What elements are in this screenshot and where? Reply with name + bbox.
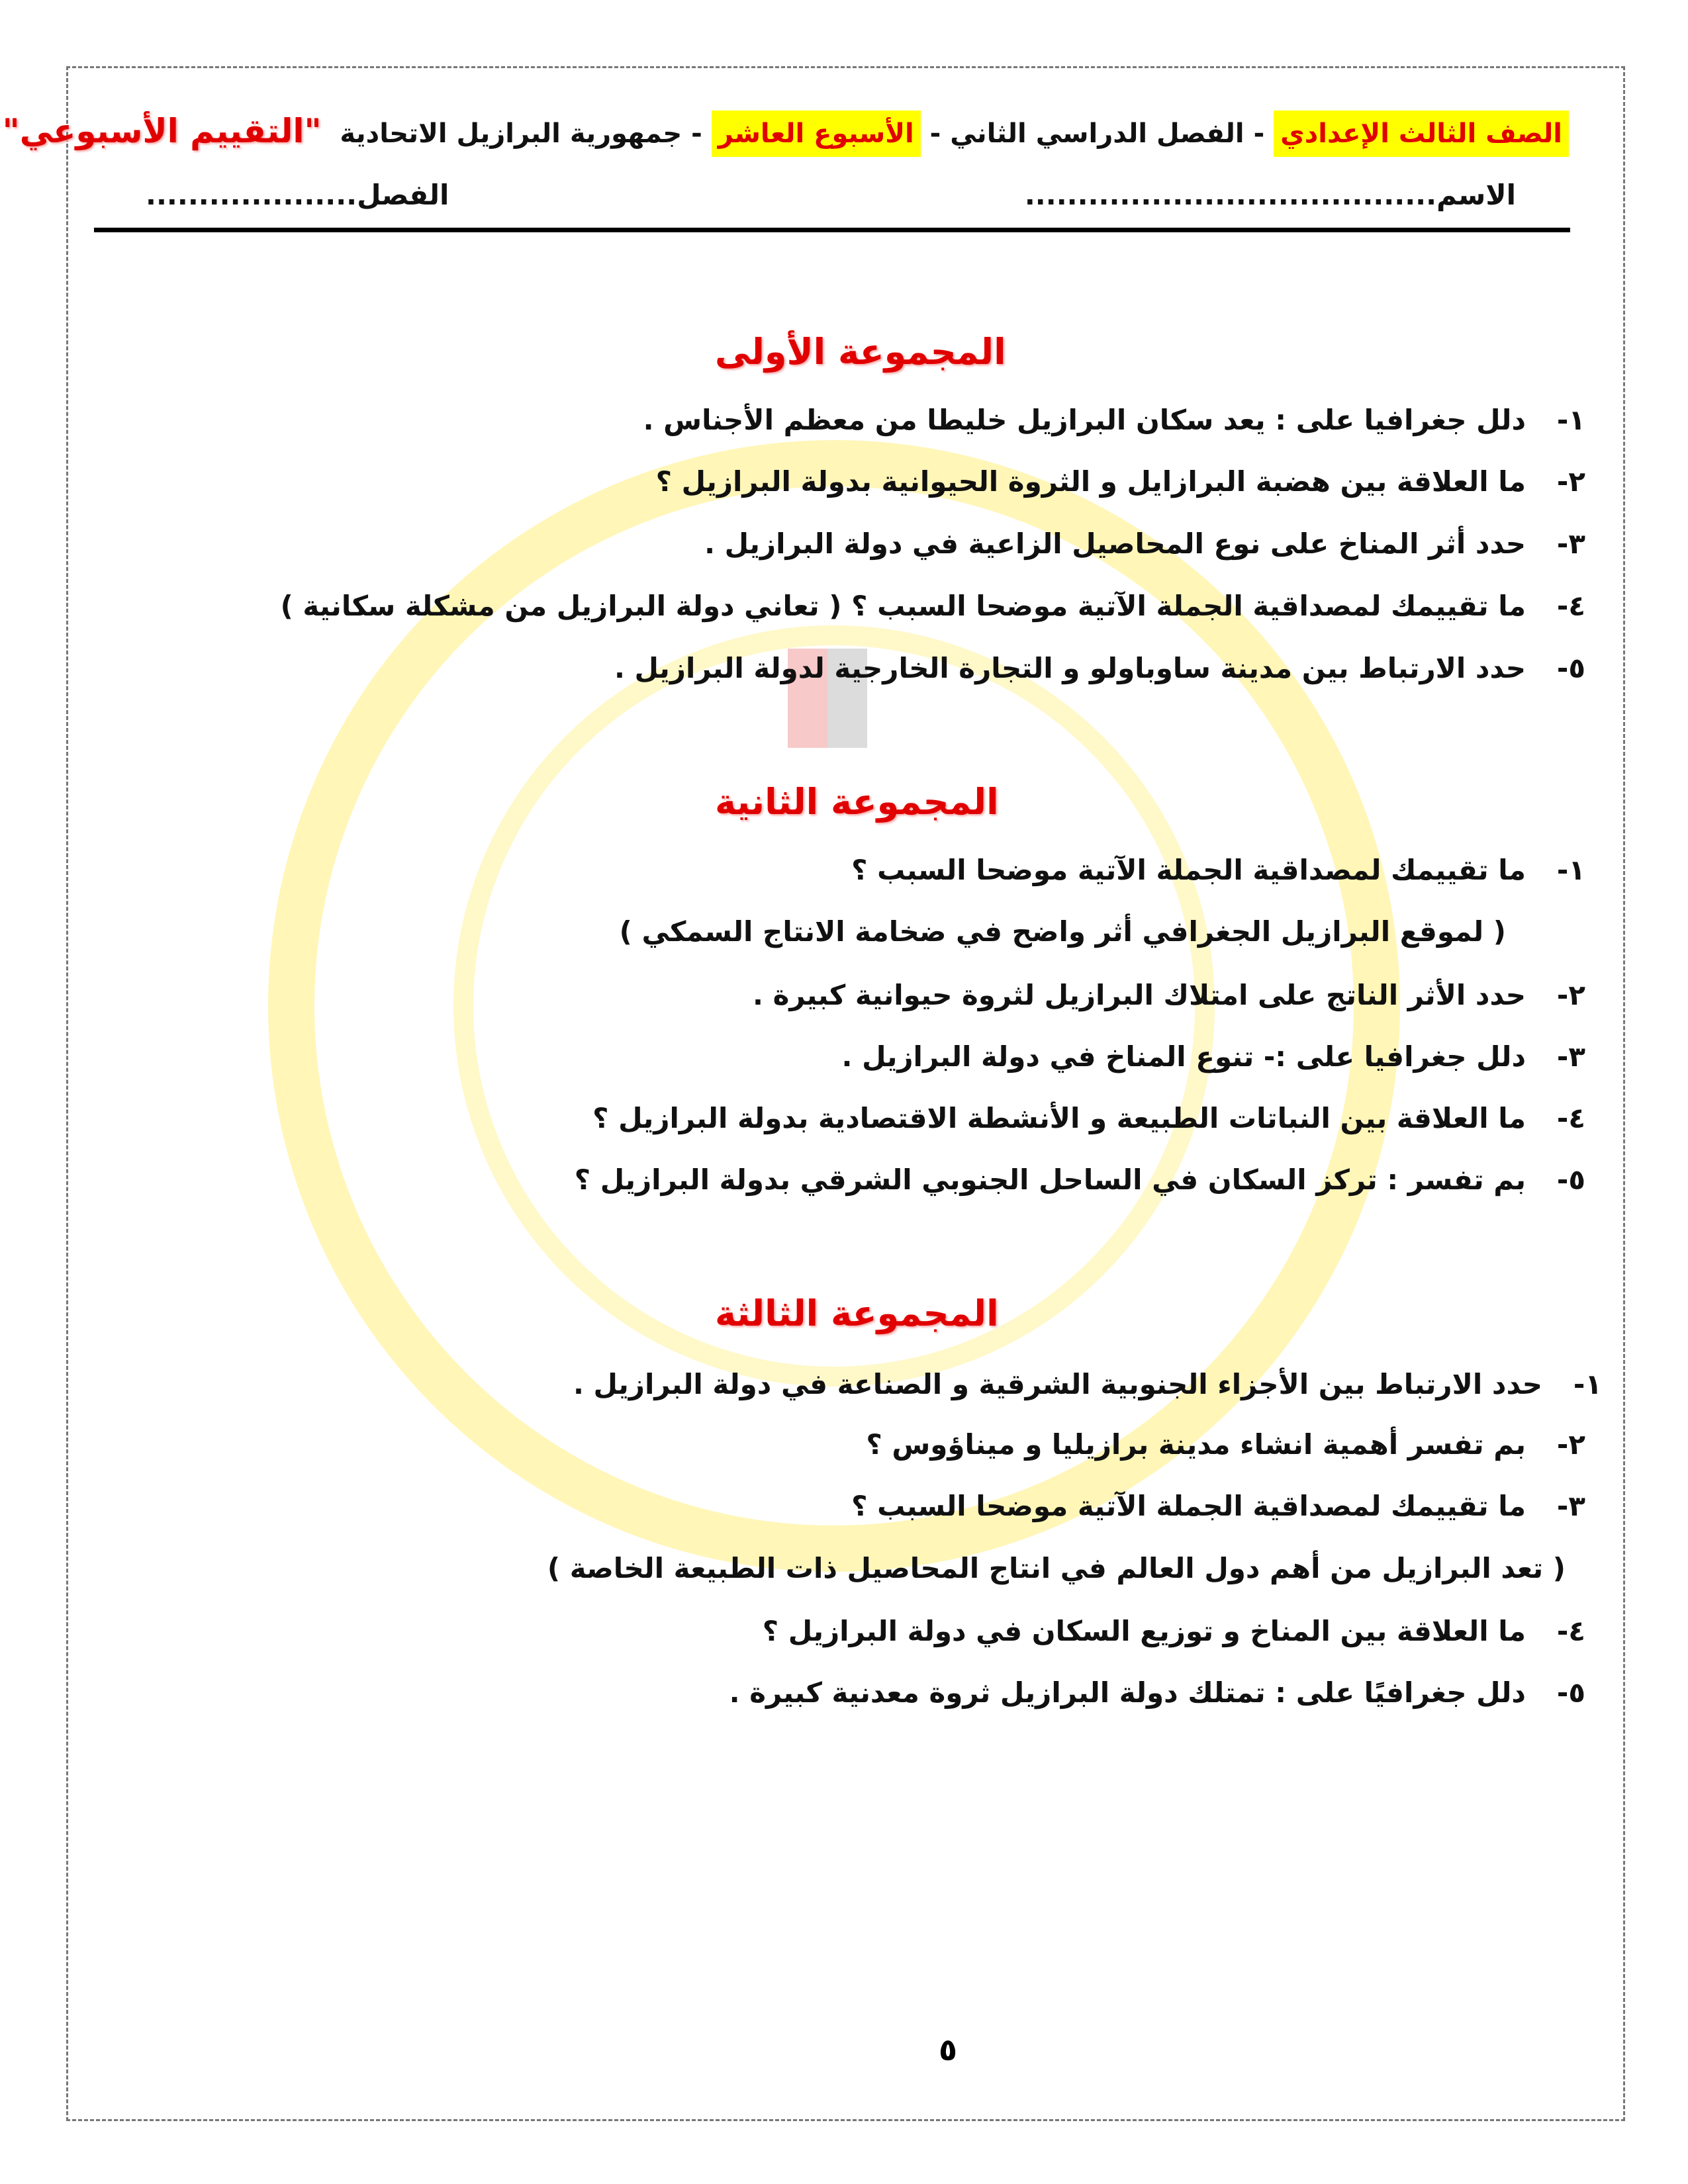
topic-label: جمهورية البرازيل الاتحادية (340, 118, 682, 149)
class-field[interactable]: الفصل.................... (146, 179, 449, 211)
separator: - (1244, 118, 1274, 149)
question-statement: ( تعد البرازيل من أهم دول العالم في انتاج المحاصيل ذات الطبيعة الخاصة ) (547, 1552, 1566, 1584)
question-item: ٥-دلل جغرافيًا على : تمتلك دولة البرازيل ثروة معدنية كبيرة . (729, 1676, 1585, 1709)
group-2-title: المجموعة الثانية (715, 781, 999, 823)
question-item: ١-ما تقييمك لمصداقية الجملة الآتية موضحا السبب ؟ (851, 854, 1585, 886)
question-item: ٢-بم تفسر أهمية انشاء مدينة برازيليا و ميناؤوس ؟ (866, 1428, 1585, 1461)
header-title-line (3, 111, 1569, 154)
week-label: الأسبوع العاشر (712, 111, 921, 157)
group-1-title: المجموعة الأولى (715, 331, 1006, 373)
page-number: ٥ (939, 2032, 958, 2068)
question-item: ٣-دلل جغرافيا على :- تنوع المناخ في دولة البرازيل . (841, 1040, 1585, 1073)
assessment-title: "التقييم الأسبوعي" (2, 112, 322, 150)
question-item: ٤-ما العلاقة بين المناخ و توزيع السكان في دولة البرازيل ؟ (762, 1615, 1585, 1647)
question-item: ٣-ما تقييمك لمصداقية الجملة الآتية موضحا السبب ؟ (851, 1490, 1585, 1522)
question-item: ٤-ما تقييمك لمصداقية الجملة الآتية موضحا السبب ؟ ( تعاني دولة البرازيل من مشكلة سكانية ) (280, 590, 1585, 622)
separator: - (682, 118, 712, 149)
question-item: ١-دلل جغرافيا على : يعد سكان البرازيل خليطا من معظم الأجناس . (643, 404, 1585, 436)
question-item: ٥-حدد الارتباط بين مدينة ساوباولو و التجارة الخارجية لدولة البرازيل . (614, 652, 1585, 684)
term-label: الفصل الدراسي الثاني (950, 118, 1244, 149)
question-item: ١-حدد الارتباط بين الأجزاء الجنوبية الشرقية و الصناعة في دولة البرازيل . (573, 1368, 1602, 1400)
question-item: ٤-ما العلاقة بين النباتات الطبيعة و الأنشطة الاقتصادية بدولة البرازيل ؟ (592, 1102, 1585, 1134)
grade-label: الصف الثالث الإعدادي (1274, 111, 1569, 157)
question-item: ٣-حدد أثر المناخ على نوع المحاصيل الزاعية في دولة البرازيل . (704, 527, 1585, 560)
question-item: ٥-بم تفسر : تركز السكان في الساحل الجنوبي الشرقي بدولة البرازيل ؟ (574, 1163, 1585, 1196)
separator: - (920, 118, 951, 149)
question-statement: ( لموقع البرازيل الجغرافي أثر واضح في ضخامة الانتاج السمكي ) (619, 915, 1506, 948)
group-3-title: المجموعة الثالثة (715, 1293, 999, 1334)
name-field[interactable]: الاسم....................................... (1024, 179, 1516, 211)
question-item: ٢-ما العلاقة بين هضبة البرازايل و الثروة الحيوانية بدولة البرازيل ؟ (655, 465, 1585, 498)
header-divider (94, 228, 1570, 232)
question-item: ٢-حدد الأثر الناتج على امتلاك البرازيل لثروة حيوانية كبيرة . (753, 979, 1585, 1011)
